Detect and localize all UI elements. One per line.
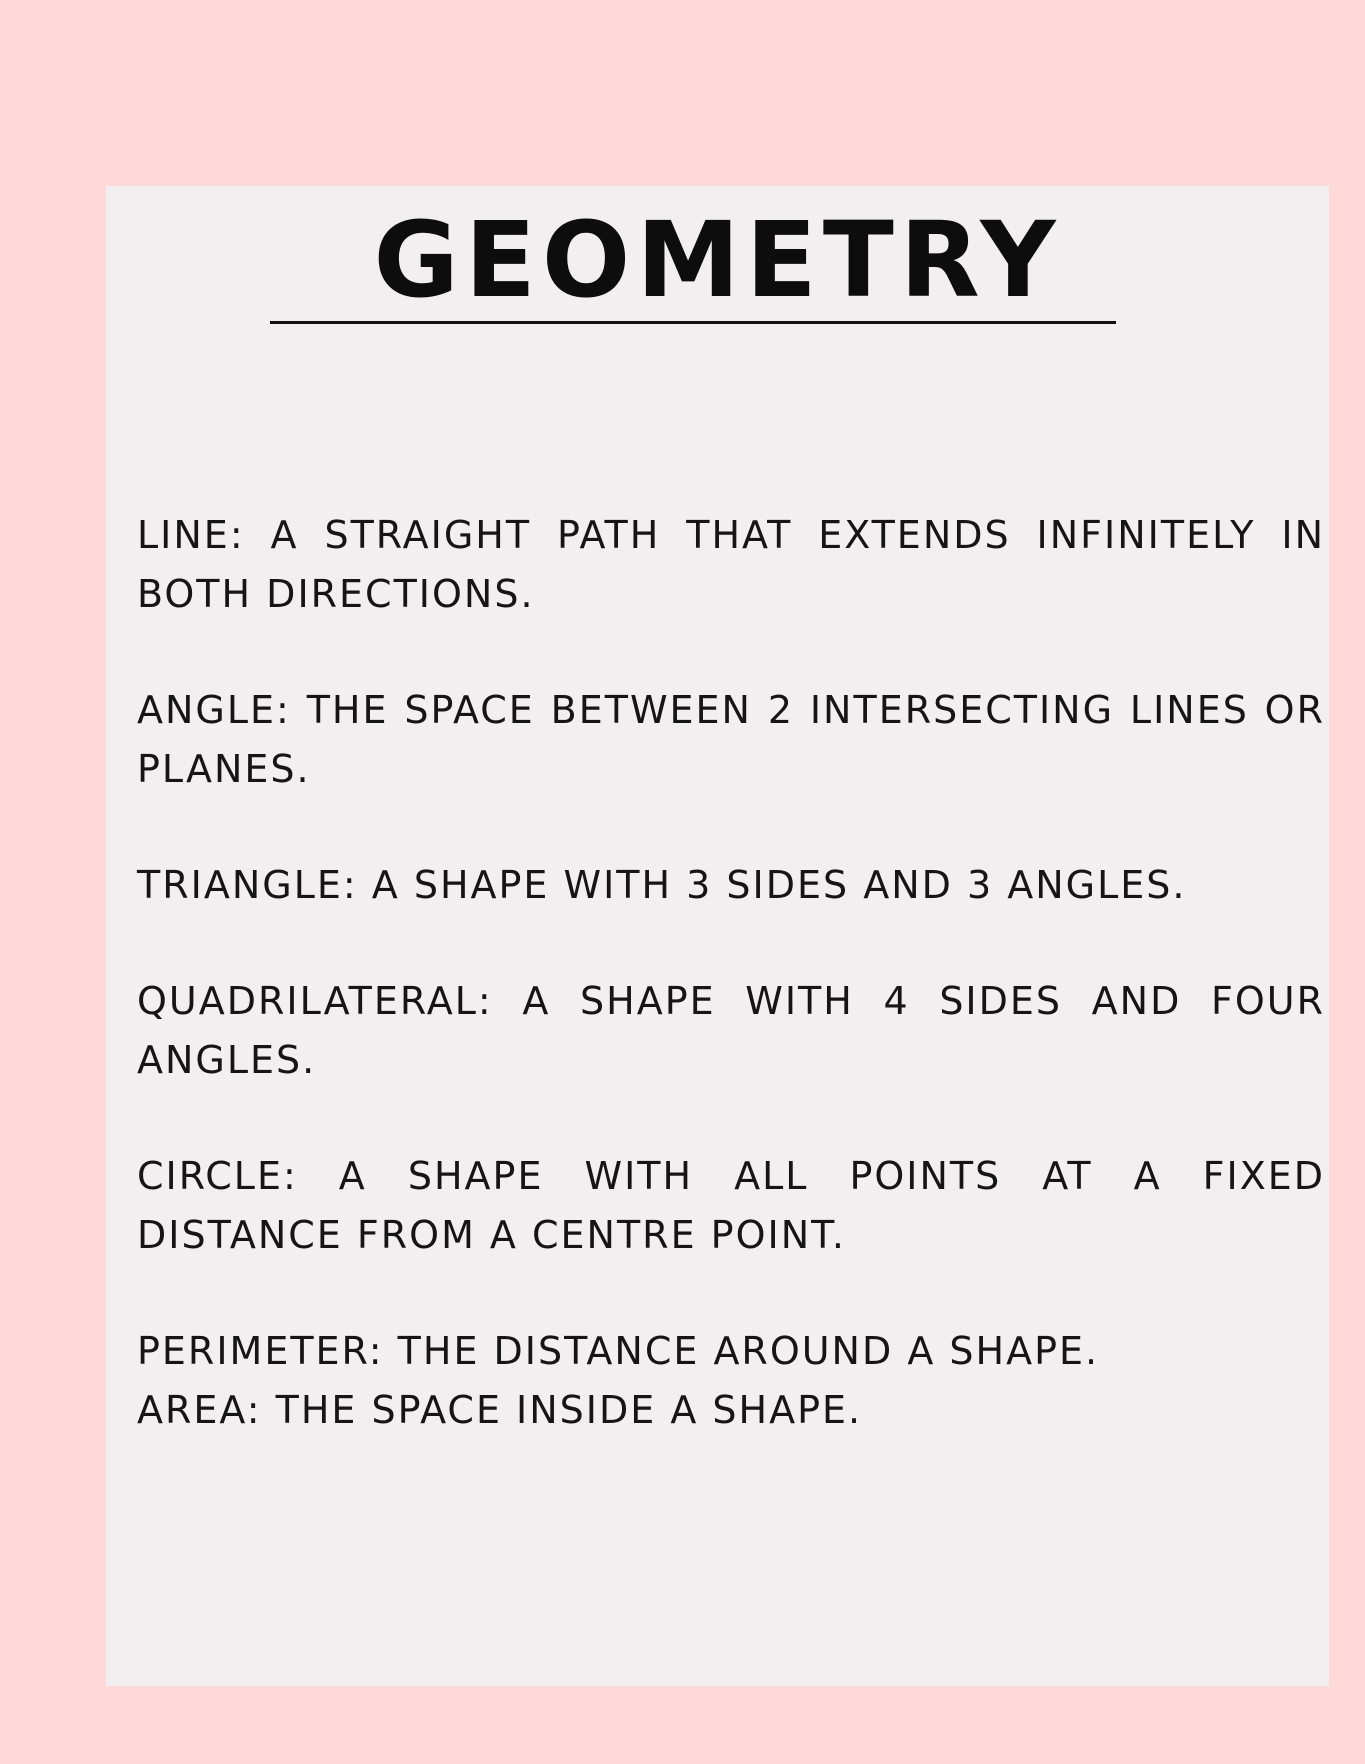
definitions-list xyxy=(137,506,1325,1440)
definition-circle: CIRCLE: A SHAPE WITH ALL POINTS AT A FIXED DISTANCE FROM A CENTRE POINT. xyxy=(137,1154,1325,1257)
definition-line: LINE: A STRAIGHT PATH THAT EXTENDS INFINITELY IN BOTH DIRECTIONS. xyxy=(137,513,1325,616)
definition-area: AREA: THE SPACE INSIDE A SHAPE. xyxy=(137,1388,863,1432)
title-underline xyxy=(270,321,1116,324)
page-title: GEOMETRY xyxy=(373,199,1062,321)
definition-quadrilateral: QUADRILATERAL: A SHAPE WITH 4 SIDES AND FOUR ANGLES. xyxy=(137,979,1325,1082)
definition-angle: ANGLE: THE SPACE BETWEEN 2 INTERSECTING LINES OR PLANES. xyxy=(137,688,1325,791)
definition-triangle: TRIANGLE: A SHAPE WITH 3 SIDES AND 3 ANGLES. xyxy=(137,863,1187,907)
content-card xyxy=(106,186,1329,1686)
definition-perimeter: PERIMETER: THE DISTANCE AROUND A SHAPE. xyxy=(137,1329,1100,1373)
